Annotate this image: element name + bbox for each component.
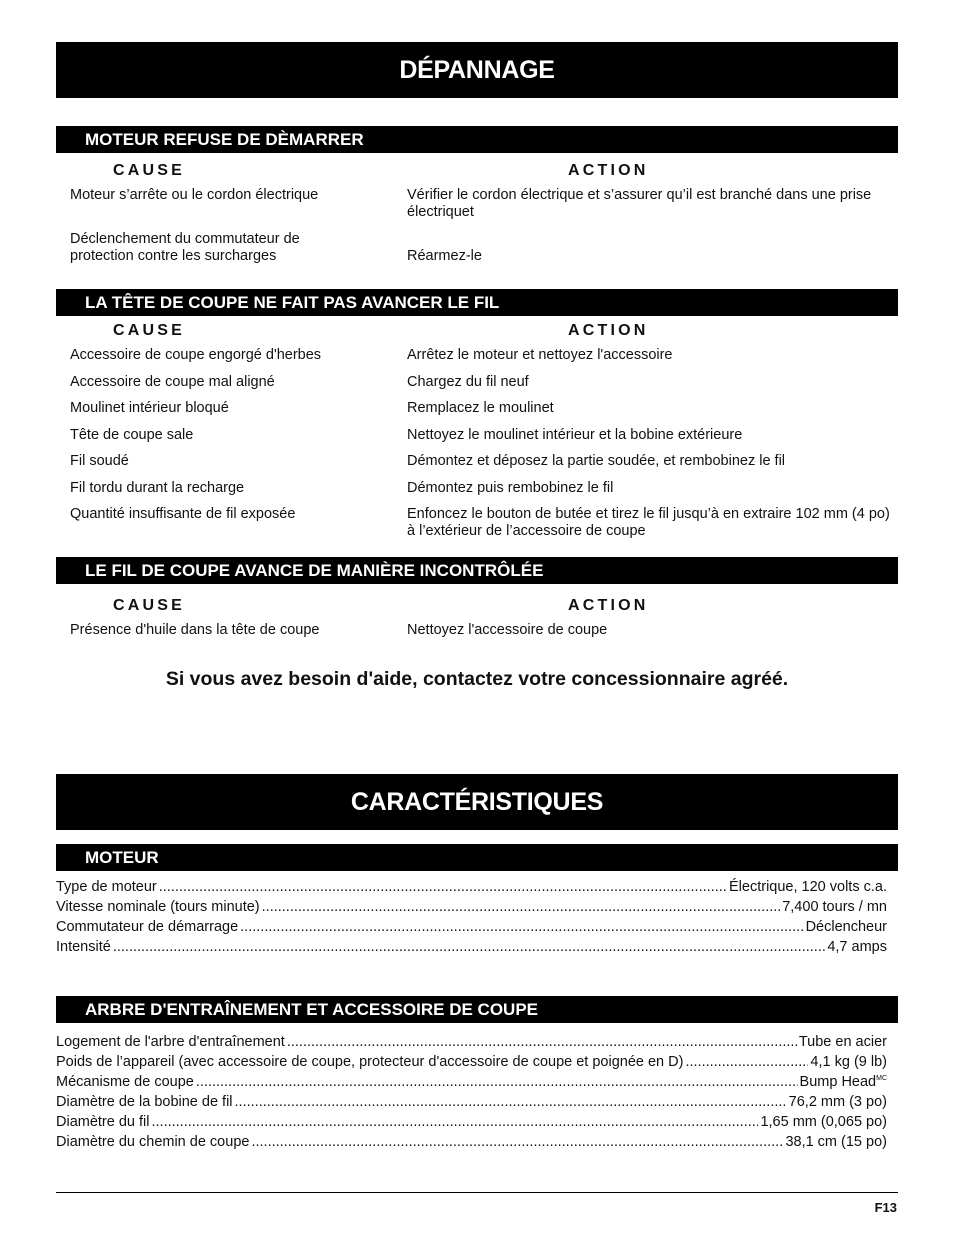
- action-cell: Remplacez le moulinet: [407, 400, 554, 416]
- action-cell: Vérifier le cordon électrique et s’assurer qu’il est branché dans une prise électriquet: [407, 187, 872, 220]
- action-cell: Démontez puis rembobinez le fil: [407, 480, 614, 496]
- trademark-sup: MC: [876, 1075, 887, 1083]
- leader-dots: [262, 899, 781, 915]
- cause-cell: Fil tordu durant la recharge: [70, 480, 245, 496]
- leader-dots: [151, 1114, 758, 1130]
- spec-value: 4,7 amps: [827, 939, 887, 955]
- leader-dots: [287, 1034, 797, 1050]
- spec-row: [56, 939, 887, 959]
- spec-label: Poids de l’appareil (avec accessoire de coupe, protecteur d'accessoire de coupe et poignée en D): [56, 1054, 684, 1070]
- section-title-moteur: MOTEUR: [56, 844, 898, 871]
- spec-value: 38,1 cm (15 po): [785, 1134, 887, 1150]
- cause-header: CAUSE: [113, 322, 186, 339]
- footer-rule: [56, 1192, 898, 1193]
- action-header: ACTION: [568, 322, 649, 339]
- spec-value: 7,400 tours / mn: [782, 899, 887, 915]
- spec-label: Commutateur de démarrage: [56, 919, 239, 935]
- section-title-fil-avance: LE FIL DE COUPE AVANCE DE MANIÈRE INCONTRÔLÉE: [56, 557, 898, 584]
- spec-label: Type de moteur: [56, 879, 157, 895]
- cause-cell: Présence d'huile dans la tête de coupe: [70, 622, 320, 638]
- spec-label: Mécanisme de coupe: [56, 1074, 194, 1090]
- spec-label: Intensité: [56, 939, 111, 955]
- spec-value: Tube en acier: [798, 1034, 887, 1050]
- caracteristiques-title: CARACTÉRISTIQUES: [56, 774, 898, 830]
- help-text: Si vous avez besoin d'aide, contactez votre concessionnaire agréé.: [165, 668, 789, 690]
- depannage-title: DÉPANNAGE: [56, 42, 898, 98]
- spec-label: Vitesse nominale (tours minute): [56, 899, 260, 915]
- section-title-moteur-refuse: MOTEUR REFUSE DE DÈMARRER: [56, 126, 898, 153]
- spec-label: Logement de l'arbre d'entraînement: [56, 1034, 285, 1050]
- cause-header: CAUSE: [113, 597, 186, 614]
- cause-cell: Quantité insuffisante de fil exposée: [70, 506, 296, 522]
- action-cell: Nettoyez l'accessoire de coupe: [407, 622, 608, 638]
- leader-dots: [235, 1094, 787, 1110]
- cause-cell: Fil soudé: [70, 453, 129, 469]
- leader-dots: [159, 879, 727, 895]
- spec-row: [56, 1054, 887, 1074]
- leader-dots: [685, 1054, 808, 1070]
- cause-cell: Moteur s’arrête ou le cordon électrique: [70, 187, 319, 203]
- leader-dots: [113, 939, 826, 955]
- spec-value: Bump Head$^{MC}$: [799, 1074, 887, 1090]
- section-title-arbre: ARBRE D'ENTRAÎNEMENT ET ACCESSOIRE DE COUPE: [56, 996, 898, 1023]
- cause-cell: Tête de coupe sale: [70, 427, 194, 443]
- page-number: F13: [874, 1200, 897, 1215]
- spec-row: [56, 1134, 887, 1154]
- action-cell: Réarmez-le: [407, 248, 482, 264]
- spec-value: 76,2 mm (3 po): [788, 1094, 887, 1110]
- action-cell: Nettoyez le moulinet intérieur et la bobine extérieure: [407, 427, 743, 443]
- cause-header: CAUSE: [113, 162, 186, 179]
- leader-dots: [196, 1074, 798, 1090]
- spec-row: [56, 1114, 887, 1134]
- leader-dots: [251, 1134, 783, 1150]
- cause-cell: Moulinet intérieur bloqué: [70, 400, 229, 416]
- spec-value: 4,1 kg (9 lb): [810, 1054, 887, 1070]
- cause-cell: Accessoire de coupe engorgé d'herbes: [70, 347, 322, 363]
- spec-value: Déclencheur: [805, 919, 887, 935]
- cause-cell: Accessoire de coupe mal aligné: [70, 374, 275, 390]
- leader-dots: [240, 919, 803, 935]
- spec-row: [56, 1094, 887, 1114]
- spec-label: Diamètre de la bobine de fil: [56, 1094, 233, 1110]
- spec-row: [56, 1074, 887, 1094]
- action-header: ACTION: [568, 597, 649, 614]
- action-cell: Démontez et déposez la partie soudée, et rembobinez le fil: [407, 453, 786, 469]
- action-cell: Enfoncez le bouton de butée et tirez le fil jusqu’à en extraire 102 mm (4 po) à l’extérieur de l’accessoire de coupe: [407, 506, 890, 539]
- section-title-tete-de-coupe: LA TÊTE DE COUPE NE FAIT PAS AVANCER LE FIL: [56, 289, 898, 316]
- spec-row: [56, 1034, 887, 1054]
- spec-label: Diamètre du fil: [56, 1114, 150, 1130]
- cause-cell: Déclenchement du commutateur de protection contre les surcharges: [70, 231, 300, 264]
- spec-label: Diamètre du chemin de coupe: [56, 1134, 250, 1150]
- spec-row: [56, 879, 887, 899]
- spec-row: [56, 919, 887, 939]
- spec-value: Électrique, 120 volts c.a.: [729, 879, 887, 895]
- action-cell: Arrêtez le moteur et nettoyez l'accessoire: [407, 347, 673, 363]
- spec-row: [56, 899, 887, 919]
- action-cell: Chargez du fil neuf: [407, 374, 529, 390]
- action-header: ACTION: [568, 162, 649, 179]
- spec-value: 1,65 mm (0,065 po): [760, 1114, 887, 1130]
